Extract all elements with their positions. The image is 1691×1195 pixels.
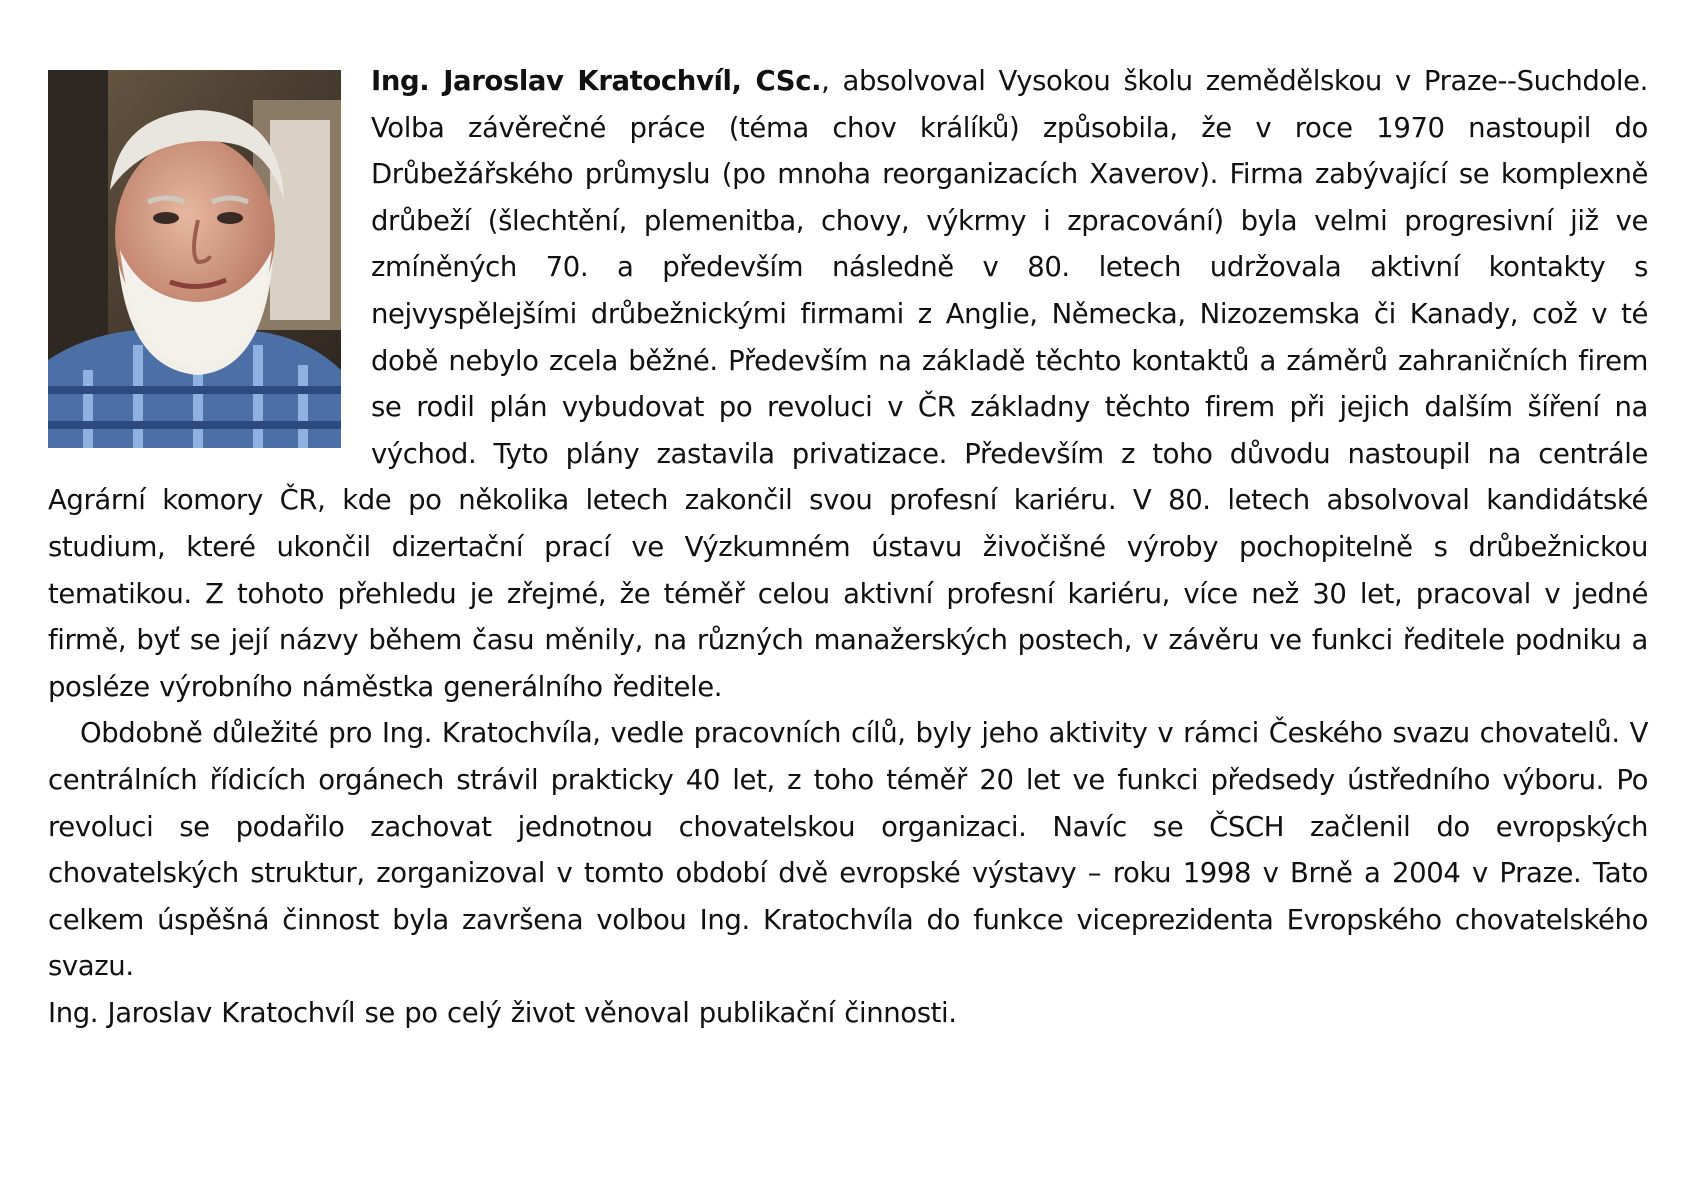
paragraph-2 (48, 710, 1648, 990)
person-name: Ing. Jaroslav Kratochvíl, CSc. (371, 65, 822, 97)
paragraph-1-body: , absolvoval Vysokou školu zemědělskou v Praze--Suchdole. Volba závěrečné práce (téma chov králíků) způsobila, že v roce 1970 nastoupil do Drůbežářského průmyslu (po mnoha reorganizacích Xaverov). Firma zabývající se komplexně drůbeží (šlechtění, plemenitba, chovy, výkrmy i zpracování) byla velmi progresivní již ve zmíněných 70. a především následně v 80. letech udržovala aktivní kontakty s nejvyspělejšími drůbežnickými firmami z Anglie, Německa, Nizozemska či Kanady, což v té době nebylo zcela běžné. Především na základě těchto kontaktů a záměrů zahraničních firem se rodil plán vybudovat po revoluci v ČR základny těchto firem při jejich dalším šíření na východ. Tyto plány zastavila privatizace. Především z toho důvodu nastoupil na centrále Agrární komory ČR, kde po několika letech zakončil svou profesní kariéru. V 80. letech absolvoval kandidátské studium, které ukončil dizertační prací ve Výzkumném ústavu živočišné výroby pochopitelně s drůbežnickou tematikou. Z tohoto přehledu je zřejmé, že téměř celou aktivní profesní kariéru, více než 30 let, pracoval v jedné firmě, byť se její názvy během času měnily, na různých manažerských postech, v závěru ve funkci ředitele podniku a posléze výrobního náměstka generálního ředitele. (48, 65, 1648, 703)
document-page (48, 58, 1648, 1036)
portrait-image (48, 70, 341, 448)
paragraph-3 (48, 990, 1648, 1037)
portrait-photo (48, 70, 341, 448)
paragraph-3-body: Ing. Jaroslav Kratochvíl se po celý život věnoval publikační činnosti. (48, 996, 957, 1029)
paragraph-2-body: Obdobně důležité pro Ing. Kratochvíla, vedle pracovních cílů, byly jeho aktivity v rámci Českého svazu chovatelů. V centrálních řídicích orgánech strávil prakticky 40 let, z toho téměř 20 let ve funkci předsedy ústředního výboru. Po revoluci se podařilo zachovat jednotnou chovatelskou organizaci. Navíc se ČSCH začlenil do evropských chovatelských struktur, zorganizoval v tomto období dvě evropské výstavy – roku 1998 v Brně a 2004 v Praze. Tato celkem úspěšná činnost byla završena volbou Ing. Kratochvíla do funkce viceprezidenta Evropského chovatelského svazu. (48, 717, 1648, 983)
